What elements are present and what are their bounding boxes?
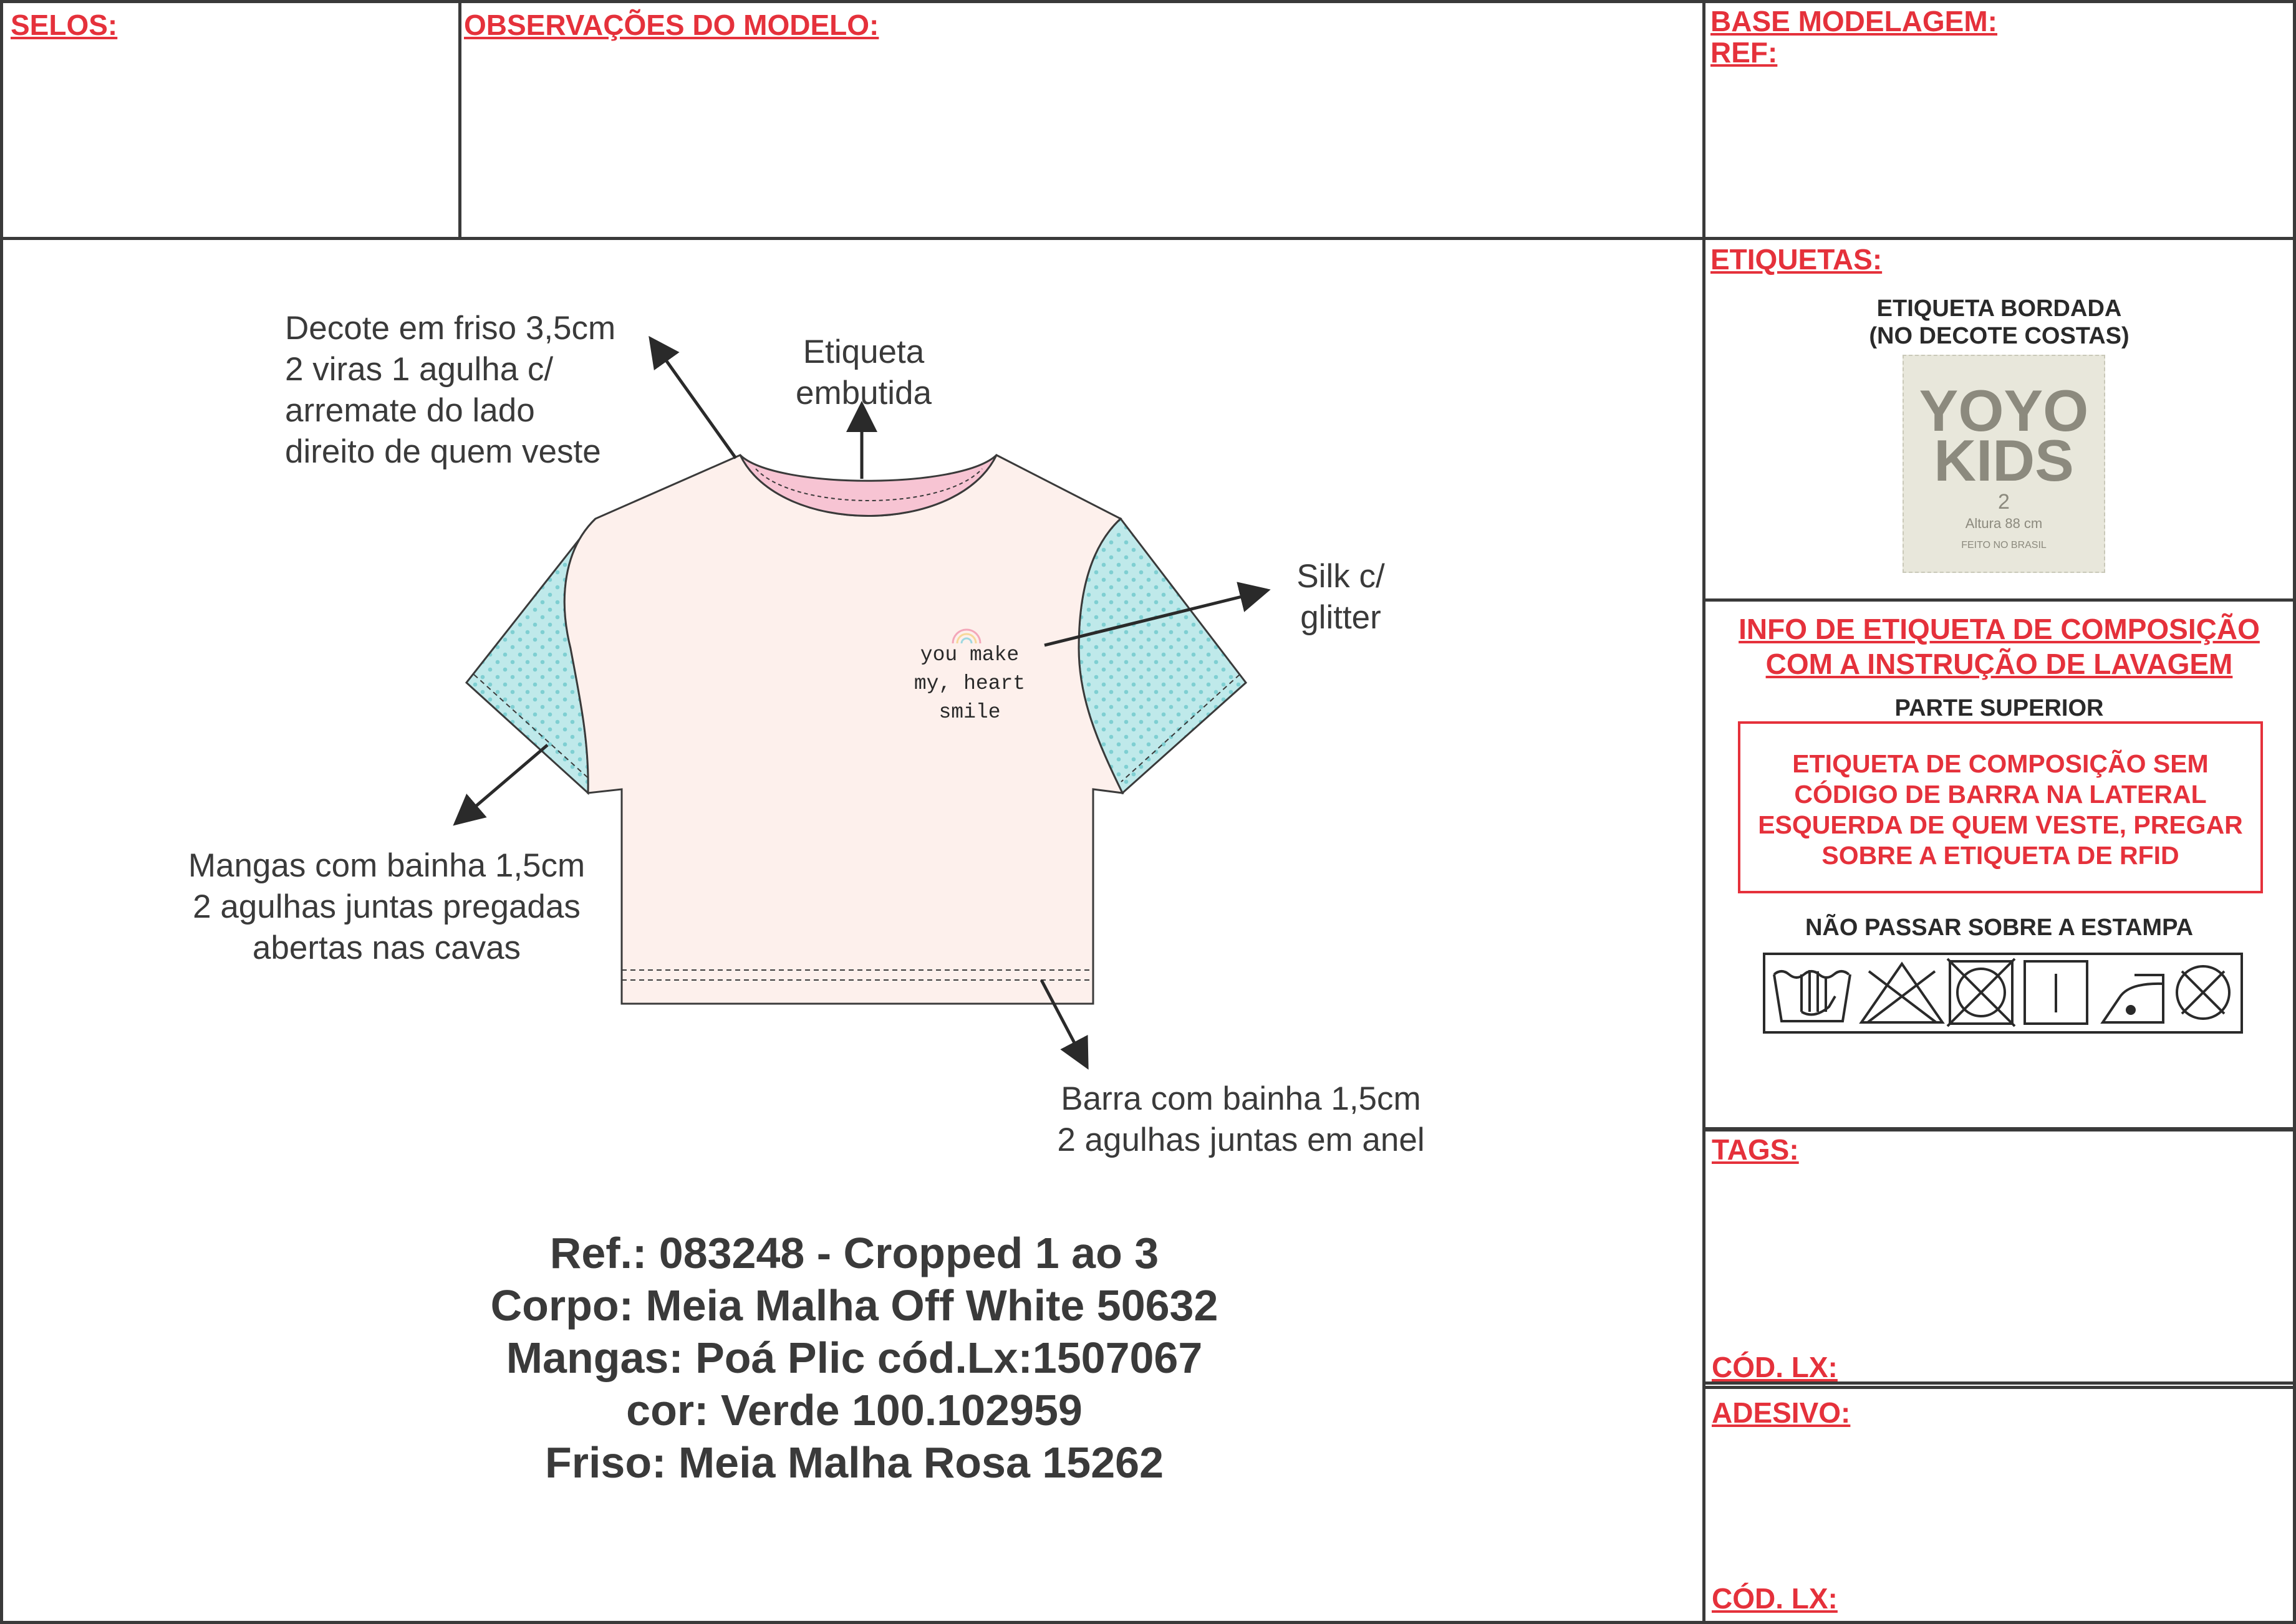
composicao-note: ETIQUETA DE COMPOSIÇÃO SEM CÓDIGO DE BARRA NA LATERAL ESQUERDA DE QUEM VESTE, PREGAR SOBRE A ETIQUETA DE RFID bbox=[1758, 749, 2243, 870]
decote-annotation: Decote em friso 3,5cm 2 viras 1 agulha c/ arremate do lado direito de quem veste bbox=[285, 310, 616, 470]
composicao-note-box bbox=[1738, 721, 2263, 893]
mangas-annotation: Mangas com bainha 1,5cm 2 agulhas juntas pregadas abertas nas cavas bbox=[188, 847, 586, 966]
label-made-in: FEITO NO BRASIL bbox=[1961, 540, 2047, 550]
etiquetas-cell bbox=[1702, 237, 2296, 602]
etiqueta-annotation: Etiqueta embutida bbox=[795, 334, 932, 411]
model-mangas: Mangas: Poá Plic cód.Lx:1507067 bbox=[506, 1333, 1203, 1382]
print-line: you make bbox=[920, 643, 1020, 666]
tags-cell bbox=[1702, 1127, 2296, 1389]
adesivo-cell bbox=[1702, 1381, 2296, 1624]
mangas-arrow bbox=[458, 745, 547, 822]
etiqueta-bordada-caption: ETIQUETA BORDADA (NO DECOTE COSTAS) bbox=[1869, 295, 2130, 349]
model-ref: Ref.: 083248 - Cropped 1 ao 3 bbox=[549, 1229, 1159, 1277]
decote-arrow bbox=[652, 341, 736, 458]
parte-superior-label: PARTE SUPERIOR bbox=[1894, 695, 2104, 721]
chest-print-text bbox=[892, 641, 1048, 727]
model-info bbox=[374, 1227, 1334, 1489]
model-friso: Friso: Meia Malha Rosa 15262 bbox=[544, 1438, 1164, 1487]
info-composicao-cell bbox=[1702, 598, 2296, 1132]
body bbox=[564, 455, 1122, 1004]
woven-label bbox=[1903, 355, 2105, 573]
label-brand-line2: KIDS bbox=[1934, 428, 2074, 493]
silk-annotation: Silk c/ glitter bbox=[1296, 558, 1385, 636]
observacoes-title: OBSERVAÇÕES DO MODELO: bbox=[464, 9, 879, 41]
model-corpo: Corpo: Meia Malha Off White 50632 bbox=[490, 1281, 1218, 1330]
adesivo-title: ADESIVO: bbox=[1712, 1396, 1851, 1429]
base-modelagem-cell bbox=[1702, 0, 2296, 240]
label-brand-line1: YOYO bbox=[1919, 378, 2089, 443]
tags-title: TAGS: bbox=[1712, 1133, 1799, 1166]
cod-lx-1: CÓD. LX: bbox=[1712, 1351, 1838, 1383]
nao-passar-note: NÃO PASSAR SOBRE A ESTAMPA bbox=[1805, 915, 2194, 941]
selos-title: SELOS: bbox=[11, 9, 118, 41]
cod-lx-2: CÓD. LX: bbox=[1712, 1582, 1838, 1615]
base-modelagem-title: BASE MODELAGEM: bbox=[1710, 5, 1997, 37]
model-cor: cor: Verde 100.102959 bbox=[626, 1386, 1083, 1434]
etiquetas-title: ETIQUETAS: bbox=[1710, 243, 1883, 276]
info-composicao-title: INFO DE ETIQUETA DE COMPOSIÇÃO COM A INSTRUÇÃO DE LAVAGEM bbox=[1739, 613, 2260, 680]
barra-annotation: Barra com bainha 1,5cm 2 agulhas juntas em anel bbox=[1057, 1080, 1425, 1158]
label-size: 2 bbox=[1998, 490, 2010, 514]
do-not-tumble-dry-icon bbox=[1947, 959, 2015, 1026]
care-symbols bbox=[1763, 953, 2243, 1034]
print-line: smile bbox=[938, 701, 1001, 724]
print-line: my, heart bbox=[914, 672, 1026, 695]
ref-title: REF: bbox=[1710, 36, 1778, 69]
label-height: Altura 88 cm bbox=[1965, 516, 2043, 531]
